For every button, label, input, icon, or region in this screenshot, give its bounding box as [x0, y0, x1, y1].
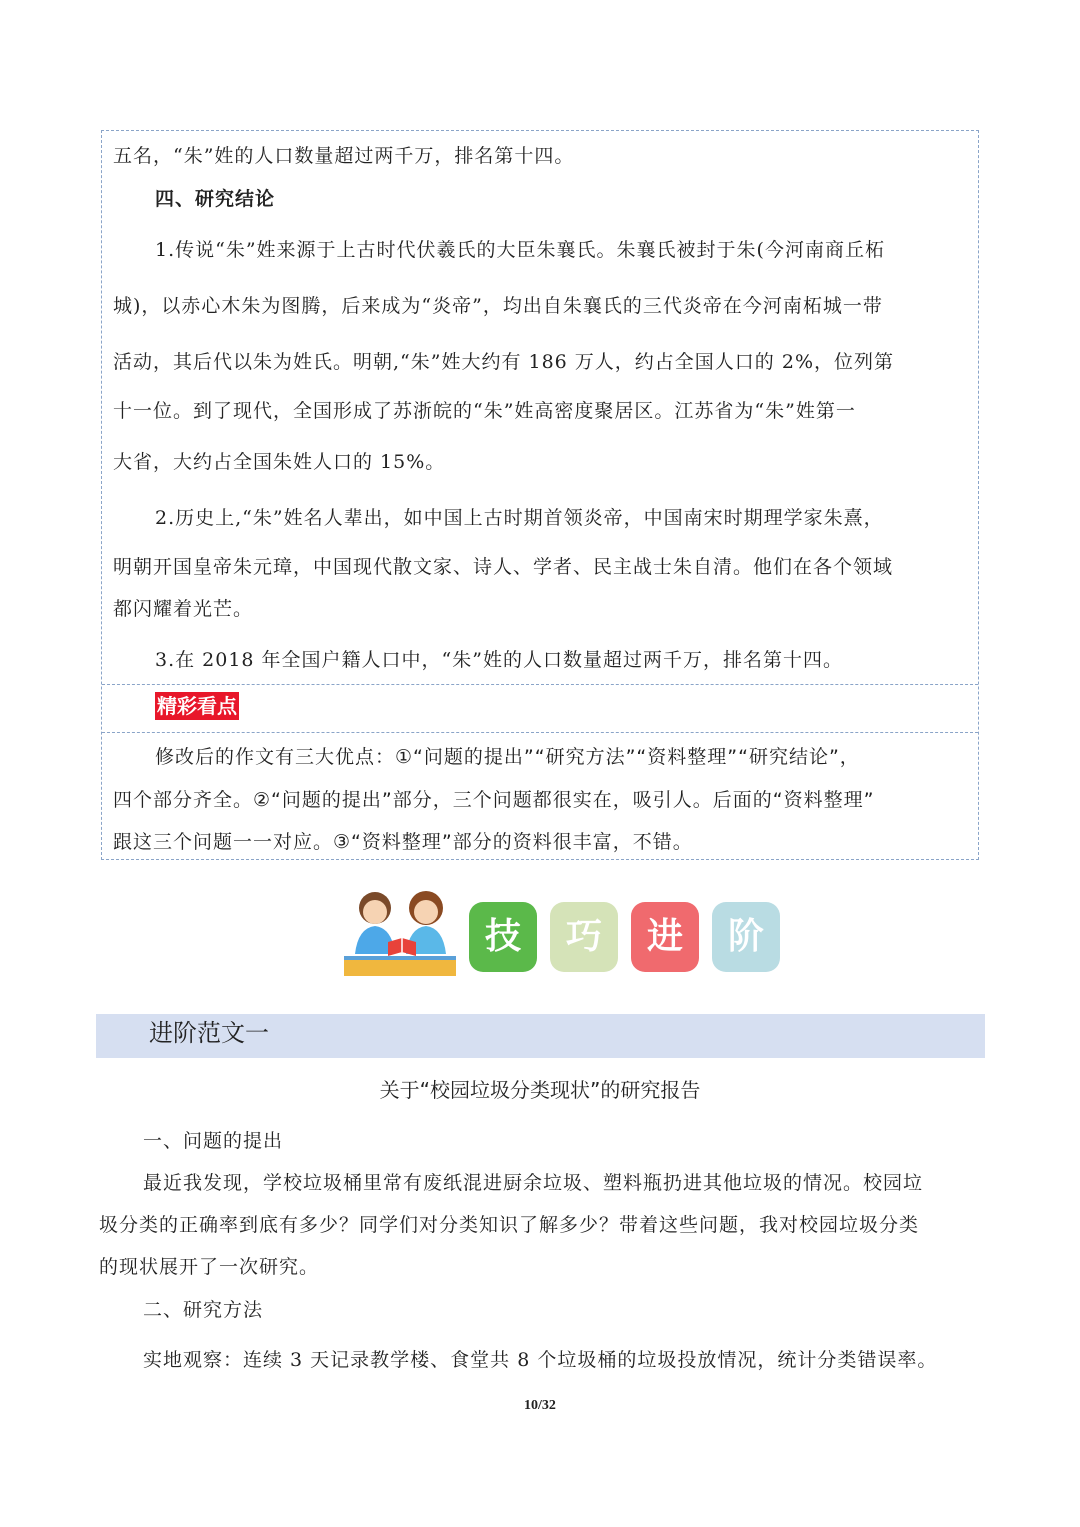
row-divider	[102, 732, 978, 733]
conclusion-heading: 四、研究结论	[155, 188, 276, 210]
conclusion-box	[101, 130, 979, 860]
paragraph-line: 2.历史上,“朱”姓名人辈出，如中国上古时期首领炎帝，中国南宋时期理学家朱熹，	[155, 507, 884, 529]
skill-banner	[340, 886, 780, 978]
paragraph-line: 都闪耀着光芒。	[113, 598, 254, 620]
row-divider	[102, 684, 978, 685]
comment-line: 修改后的作文有三大优点：①“问题的提出”“研究方法”“资料整理”“研究结论”，	[155, 746, 860, 768]
page-number: 10/32	[524, 1398, 556, 1413]
report-line: 最近我发现，学校垃圾桶里常有废纸混进厨余垃圾、塑料瓶扔进其他垃圾的情况。校园垃	[143, 1172, 924, 1194]
skill-tile: 巧	[550, 902, 618, 972]
report-line: 圾分类的正确率到底有多少？同学们对分类知识了解多少？带着这些问题，我对校园垃圾分类	[99, 1214, 920, 1236]
paragraph-line: 十一位。到了现代，全国形成了苏浙皖的“朱”姓高密度聚居区。江苏省为“朱”姓第一	[113, 400, 856, 422]
paragraph-line: 1.传说“朱”姓来源于上古时代伏羲氏的大臣朱襄氏。朱襄氏被封于朱(今河南商丘柘	[155, 239, 885, 261]
section-header	[96, 1014, 985, 1058]
skill-tile: 进	[631, 902, 699, 972]
continued-line: 五名，“朱”姓的人口数量超过两千万，排名第十四。	[113, 145, 575, 167]
students-reading-icon	[340, 886, 462, 978]
paragraph-line: 明朝开国皇帝朱元璋，中国现代散文家、诗人、学者、民主战士朱自清。他们在各个领域	[113, 556, 894, 578]
skill-tile: 技	[469, 902, 537, 972]
report-heading: 二、研究方法	[143, 1299, 264, 1321]
paragraph-line: 城)，以赤心木朱为图腾，后来成为“炎帝”，均出自朱襄氏的三代炎帝在今河南柘城一带	[113, 295, 883, 317]
report-line: 的现状展开了一次研究。	[99, 1256, 320, 1278]
paragraph-line: 大省，大约占全国朱姓人口的 15%。	[113, 451, 446, 473]
comment-line: 四个部分齐全。②“问题的提出”部分，三个问题都很实在，吸引人。后面的“资料整理”	[113, 789, 875, 811]
comment-line: 跟这三个问题一一对应。③“资料整理”部分的资料很丰富，不错。	[113, 831, 693, 853]
highlight-label: 精彩看点	[157, 694, 237, 718]
paragraph-line: 活动，其后代以朱为姓氏。明朝,“朱”姓大约有 186 万人，约占全国人口的 2%，位列第	[113, 351, 894, 373]
paragraph-line: 3.在 2018 年全国户籍人口中，“朱”姓的人口数量超过两千万，排名第十四。	[155, 649, 843, 671]
report-heading: 一、问题的提出	[143, 1130, 284, 1152]
report-line: 实地观察：连续 3 天记录教学楼、食堂共 8 个垃圾桶的垃圾投放情况，统计分类错误率。	[143, 1349, 938, 1371]
skill-tile: 阶	[712, 902, 780, 972]
report-title: 关于“校园垃圾分类现状”的研究报告	[379, 1078, 701, 1102]
section-title: 进阶范文一	[149, 1019, 269, 1047]
